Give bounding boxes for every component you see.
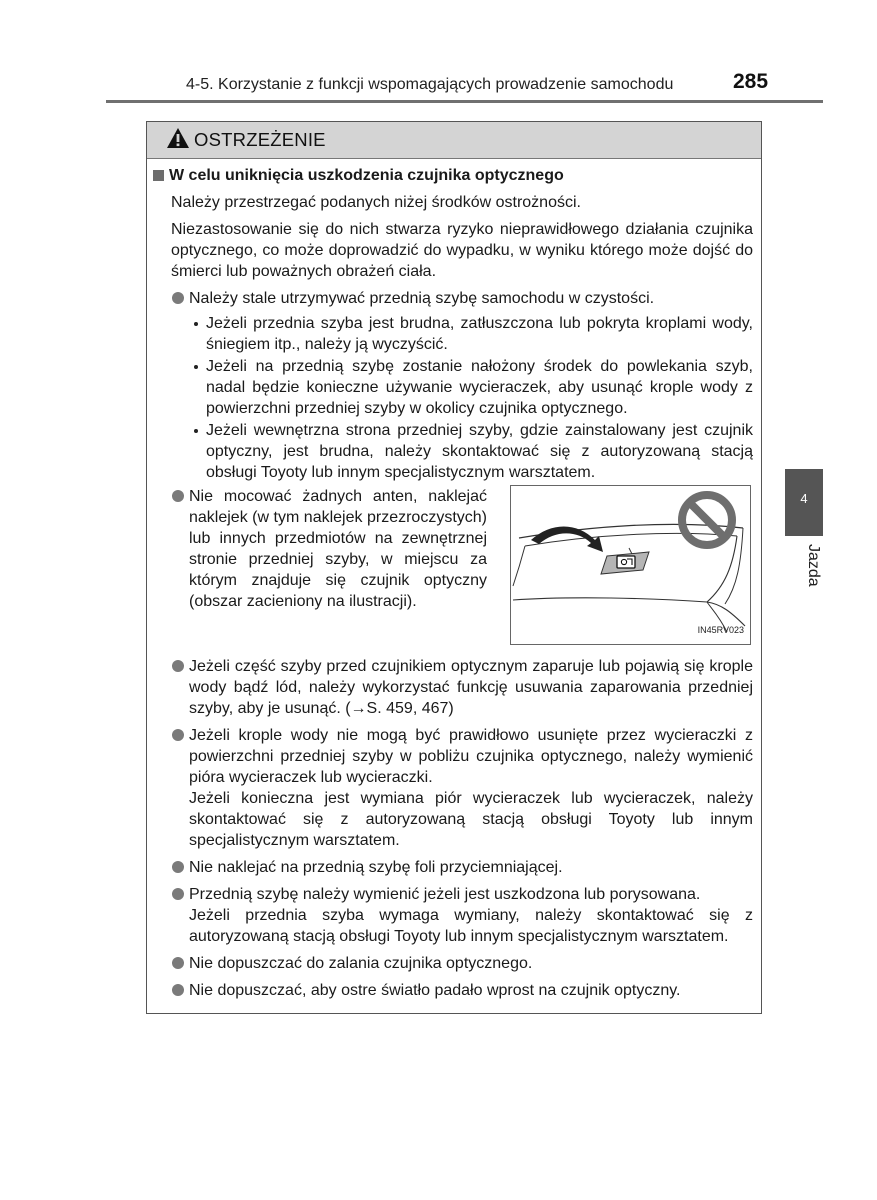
list-item: Nie mocować żadnych anten, naklejać naklejek (w tym naklejek przezroczystych) lub innych przedmiotów na zewnętrznej stronie przedniej szyby, w miejscu za którym znajduje się czujnik optyczny (obszar zacieniony na ilustracji). IN45RV023: [153, 486, 753, 650]
intro-paragraph: Niezastosowanie się do nich stwarza ryzyko nieprawidłowego działania czujnika optycznego, co może doprowadzić do wypadku, w wyniku którego może dojść do śmierci lub poważnych obrażeń ciała.: [171, 221, 753, 280]
list-item: Nie naklejać na przednią szybę foli przyciemniającej.: [153, 857, 753, 878]
sub-list-item: Jeżeli wewnętrzna strona przedniej szyby, gdzie zainstalowany jest czujnik optyczny, jest brudna, należy skontaktować się z autoryzowaną stacją obsługi Toyoty lub innym specjalistycznym warsztatem.: [189, 420, 753, 483]
dot-bullet-icon: [194, 429, 198, 433]
intro-paragraph: Należy przestrzegać podanych niżej środków ostrożności.: [171, 194, 581, 211]
header-divider: [106, 100, 823, 103]
page-number: 285: [733, 70, 769, 93]
warning-header: [147, 122, 761, 159]
dot-bullet-icon: [194, 322, 198, 326]
windshield-illustration: [510, 485, 751, 645]
list-item: Przednią szybę należy wymienić jeżeli jest uszkodzona lub porysowana. Jeżeli przednia szyba wymaga wymiany, należy skontaktować się z autoryzowaną stacją obsługi Toyoty lub innym specjalistycznym warsztatem.: [153, 884, 753, 947]
warning-title: OSTRZEŻENIE: [194, 129, 326, 150]
warning-triangle-icon: [166, 127, 190, 149]
sub-list: [189, 313, 753, 483]
warning-content: [153, 165, 753, 1007]
prohibited-sign-icon: [682, 495, 732, 545]
circle-bullet-icon: [172, 729, 184, 741]
list-item: Jeżeli krople wody nie mogą być prawidłowo usunięte przez wycieraczki z powierzchni przedniej szyby w pobliżu czujnika optycznego, należy wymienić pióra wycieraczek lub wycieraczki. Jeżeli konieczna jest wymiana piór wycieraczek lub wycieraczek, należy skontaktować się z autoryzowaną stacją obsługi Toyoty lub innym specjalistycznym warsztatem.: [153, 725, 753, 851]
dot-bullet-icon: [194, 365, 198, 369]
circle-bullet-icon: [172, 861, 184, 873]
circle-bullet-icon: [172, 660, 184, 672]
warning-box: [146, 121, 762, 1014]
list-item: Nie dopuszczać, aby ostre światło padało wprost na czujnik optyczny.: [153, 980, 753, 1001]
section-heading: W celu uniknięcia uszkodzenia czujnika optycznego: [153, 165, 753, 186]
circle-bullet-icon: [172, 984, 184, 996]
sub-list-item: Jeżeli na przednią szybę zostanie nałożony środek do powlekania szyb, nadal będzie konieczne używanie wycieraczek, aby usunąć krople wody z powierzchni przedniej szyby w okolicy czujnika optycznego.: [189, 356, 753, 419]
figure-code: IN45RV023: [697, 625, 744, 635]
circle-bullet-icon: [172, 957, 184, 969]
running-header: 4-5. Korzystanie z funkcji wspomagających prowadzenie samochodu: [186, 76, 674, 93]
list-item: Należy stale utrzymywać przednią szybę samochodu w czystości. Jeżeli przednia szyba jest brudna, zatłuszczona lub pokryta kroplami wody, śniegiem itp., należy ją wyczyścić. Jeżeli na przednią szybę zostanie nałożony środek do powlekania szyb, nadal będzie konieczne używanie wycieraczek, aby usunąć krople wody z powierzchni przedniej szyby w okolicy czujnika optycznego. Jeżeli wewnętrzna strona przedniej szyby, gdzie zainstalowany jest czujnik optyczny, jest brudna, należy skontaktować się z autoryzowaną stacją obsługi Toyoty lub innym specjalistycznym warsztatem.: [153, 288, 753, 483]
sub-list-item: Jeżeli przednia szyba jest brudna, zatłuszczona lub pokryta kroplami wody, śniegiem itp., należy ją wyczyścić.: [189, 313, 753, 355]
list-item: Nie dopuszczać do zalania czujnika optycznego.: [153, 953, 753, 974]
chapter-tab: 4: [785, 469, 823, 536]
chapter-label: Jazda: [805, 544, 822, 587]
arrow-icon: [531, 527, 603, 553]
list-item: Jeżeli część szyby przed czujnikiem optycznym zaparuje lub pojawią się krople wody bądź lód, należy wykorzystać funkcję usuwania zaparowania przedniej szyby, aby je usunąć. (→S. 459, 467): [153, 656, 753, 719]
circle-bullet-icon: [172, 292, 184, 304]
square-bullet-icon: [153, 170, 164, 181]
circle-bullet-icon: [172, 888, 184, 900]
circle-bullet-icon: [172, 490, 184, 502]
